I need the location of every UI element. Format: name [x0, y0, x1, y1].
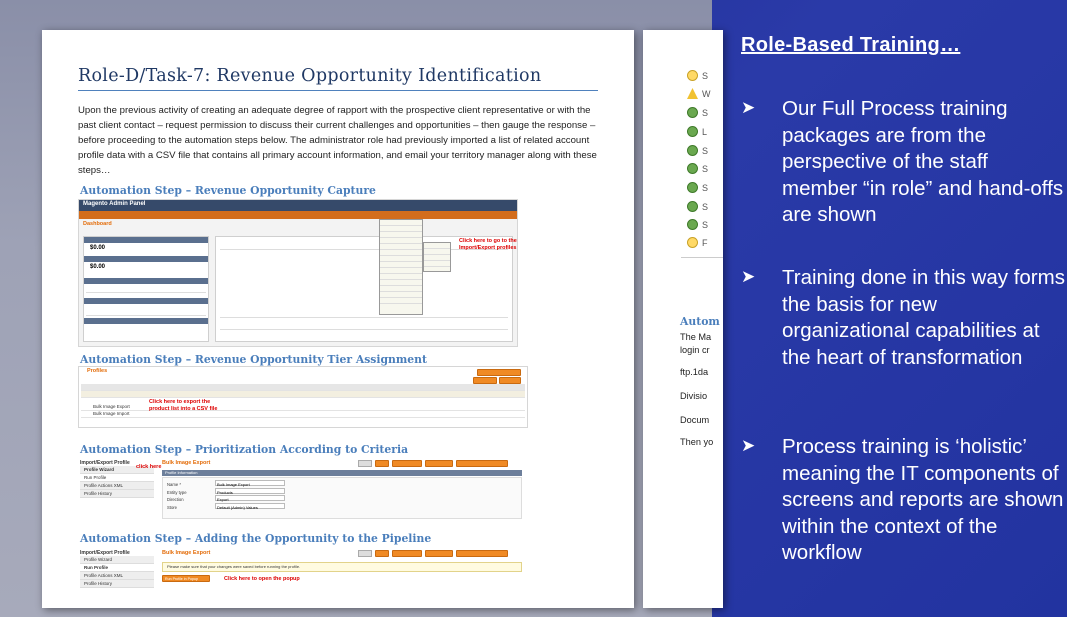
divider	[220, 317, 508, 318]
system-menu-dropdown[interactable]	[379, 219, 423, 315]
profile-sidebar	[80, 550, 154, 588]
import-export-submenu[interactable]	[423, 242, 451, 272]
status-letter: S	[702, 220, 709, 230]
save-profile-button[interactable]	[425, 550, 453, 557]
page2-line: Then yo	[680, 437, 714, 447]
table-row[interactable]	[81, 411, 525, 418]
profiles-label: Profiles	[87, 368, 108, 374]
form-fields[interactable]: Bulk Image Export Products Export Default (Admin) Values	[215, 480, 285, 509]
status-letter: L	[702, 127, 708, 137]
magento-header	[79, 200, 517, 211]
profile-title: Bulk Image Export	[162, 460, 211, 466]
sidebar-item-run-profile[interactable]: Run Profile	[80, 564, 154, 572]
sidebar-title: Import/Export Profile	[80, 460, 130, 466]
stats-pane	[83, 236, 209, 342]
status-letter: S	[702, 164, 709, 174]
document-paragraph: Upon the previous activity of creating an adequate degree of rapport with the prospective client representative or with the past client contact – request permission to discuss their current challenges and opportunities – then gauge the response – before proceeding to the automation steps below. The administrator role had previously imported a list of related account profile data with a CSV file that contains all primary account information, and email your territory manager along with these steps…	[78, 105, 597, 176]
save-profile-button[interactable]	[425, 460, 453, 467]
step-heading-prioritization: Automation Step – Prioritization According to Criteria	[80, 443, 409, 456]
check-icon	[687, 163, 698, 174]
check-icon	[687, 182, 698, 193]
dashboard-label: Dashboard	[83, 221, 112, 227]
magento-logo: Magento Admin Panel	[83, 201, 146, 207]
lightbulb-icon	[687, 237, 698, 248]
page2-heading: Autom	[680, 315, 720, 328]
reset-filter-button[interactable]	[473, 377, 497, 384]
check-icon	[687, 201, 698, 212]
status-letter: S	[702, 202, 709, 212]
pane-header	[84, 318, 208, 324]
profile-info-header: Profile Information	[162, 470, 522, 476]
screenshot-magento-dashboard	[78, 199, 518, 347]
check-icon	[687, 145, 698, 156]
status-letter: S	[702, 146, 709, 156]
check-icon	[687, 126, 698, 137]
sidebar-item-history[interactable]: Profile History	[80, 580, 154, 588]
sidebar-item-actions-xml[interactable]: Profile Actions XML	[80, 572, 154, 580]
back-button[interactable]	[358, 550, 372, 557]
sidebar-item-wizard[interactable]: Profile Wizard	[80, 466, 154, 474]
step-heading-pipeline: Automation Step – Adding the Opportunity to the Pipeline	[80, 532, 432, 545]
save-and-continue-button[interactable]	[456, 460, 508, 467]
delete-profile-button[interactable]	[392, 550, 422, 557]
bullet-text: Training done in this way forms the basis for new organizational capabilities at the heart of transformation	[782, 266, 1065, 369]
bullet-text: Process training is ‘holistic’ meaning the IT components of screens and reports are shown within the context of the workflow	[782, 435, 1064, 564]
delete-profile-button[interactable]	[392, 460, 422, 467]
status-letter: S	[702, 183, 709, 193]
sidebar-item-wizard[interactable]: Profile Wizard	[80, 556, 154, 564]
add-new-profile-button[interactable]	[477, 369, 521, 376]
document-title: Role-D/Task-7: Revenue Opportunity Identification	[78, 66, 542, 86]
back-button[interactable]	[358, 460, 372, 467]
page2-line: Docum	[680, 415, 710, 425]
status-letter: S	[702, 71, 709, 81]
status-letter: S	[702, 108, 709, 118]
page2-line: Divisio	[680, 391, 708, 401]
popup-annotation: Click here to open the popup	[224, 576, 300, 582]
lightbulb-icon	[687, 70, 698, 81]
step-heading-tier: Automation Step – Revenue Opportunity Tier Assignment	[80, 353, 427, 366]
check-icon	[687, 107, 698, 118]
profile-form	[162, 477, 522, 519]
sidebar-item-actions-xml[interactable]: Profile Actions XML	[80, 482, 154, 490]
arrow-bullet-icon: ➤	[741, 98, 756, 117]
screenshot-profiles-grid	[78, 366, 528, 428]
pane-header	[84, 298, 208, 304]
document-page	[42, 30, 634, 608]
capture-annotation: Click here to go to the Import/Export profiles	[459, 238, 517, 251]
arrow-bullet-icon: ➤	[741, 436, 756, 455]
screenshot-profile-edit	[78, 458, 528, 520]
screenshot-run-profile	[78, 548, 528, 608]
table-header-row	[81, 384, 525, 391]
divider	[86, 292, 206, 293]
sidebar-title: Import/Export Profile	[80, 550, 130, 556]
panel-title: Role-Based Training…	[741, 34, 961, 56]
page2-line: The Ma	[680, 332, 712, 342]
tier-annotation: Click here to export the product list into a CSV file	[149, 399, 218, 412]
magento-nav-bar	[79, 211, 517, 219]
profile-title: Bulk Image Export	[162, 550, 211, 556]
check-icon	[687, 219, 698, 230]
table-row[interactable]	[81, 404, 525, 411]
bullet-text: Our Full Process training packages are from the perspective of the staff member “in role” and hand-offs are shown	[782, 97, 1064, 226]
divider	[220, 329, 508, 330]
click-here-annotation: click here	[136, 464, 162, 470]
status-letter: F	[702, 238, 708, 248]
divider	[86, 315, 206, 316]
training-panel	[712, 0, 1067, 617]
pane-header	[84, 278, 208, 284]
filter-row[interactable]	[81, 391, 525, 398]
save-and-continue-button[interactable]	[456, 550, 508, 557]
page2-line: ftp.1da	[680, 367, 709, 377]
row-name: Bulk Image Import	[93, 411, 130, 416]
search-button[interactable]	[499, 377, 521, 384]
chart-pane	[215, 236, 513, 342]
run-profile-popup-button[interactable]: Run Profile in Popup	[162, 575, 210, 582]
step-heading-capture: Automation Step – Revenue Opportunity Capture	[80, 184, 376, 197]
page2-line: login cr	[680, 345, 710, 355]
form-labels: Name * Entity type Direction Store	[167, 482, 187, 510]
reset-button[interactable]	[375, 550, 389, 557]
sidebar-item-history[interactable]: Profile History	[80, 490, 154, 498]
arrow-bullet-icon: ➤	[741, 267, 756, 286]
document-page-2	[643, 30, 723, 608]
warning-message: Please make sure that your changes were saved before running the profile.	[162, 562, 522, 572]
sidebar-item-run-profile[interactable]: Run Profile	[80, 474, 154, 482]
reset-button[interactable]	[375, 460, 389, 467]
average-orders-value: $0.00	[90, 264, 106, 270]
row-name: Bulk Image Export	[93, 404, 130, 409]
title-rule	[78, 90, 598, 91]
status-letter: W	[702, 89, 711, 99]
lifetime-sales-value: $0.00	[90, 245, 106, 251]
warning-icon	[687, 88, 698, 99]
